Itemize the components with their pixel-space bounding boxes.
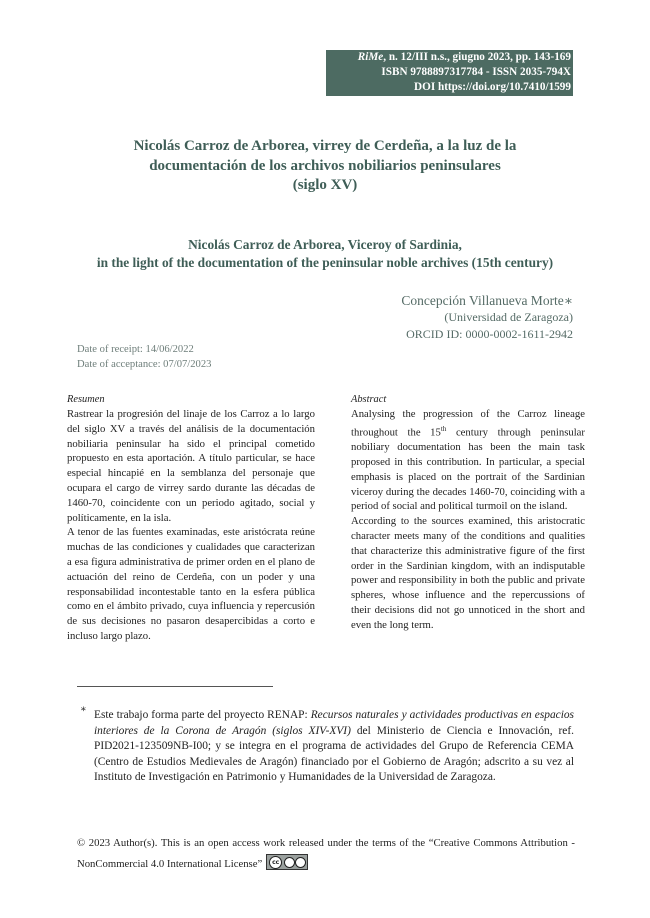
abstract-heading: Abstract [351,394,387,405]
resumen-column [67,393,315,644]
cc-logo-icon: cc [269,856,282,869]
abstract-paragraph-1 [351,407,585,514]
author-name: Concepción Villanueva Morte [401,293,564,308]
author-block [401,292,573,343]
cc-by-nc-icon[interactable] [266,854,308,870]
footnote-mark: ∗ [80,704,87,715]
footnote-project-title: Recursos naturales y actividades productivas en espacios interiores de la Corona de Aragón (siglos XIV-XVI) [94,709,574,737]
author-orcid: ORCID ID: 0000-0002-1611-2942 [406,327,573,341]
resumen-paragraph-1: Rastrear la progresión del linaje de los Carroz a lo largo del siglo XV a través del análisis de la documentación nobiliaria peninsular ha sido el principal cometido propuesto en esta aportación. A título particular, se hace especial hincapié en la semblanza del personaje que ocupara el cargo de virrey sardo durante las décadas de 1460-70, coincidente con un periodo agitado, social y políticamente, en la isla. [67,408,315,524]
footnote-text [94,708,574,786]
author-affiliation: (Universidad de Zaragoza) [444,310,573,324]
resumen-heading: Resumen [67,394,105,405]
article-title-english [60,236,590,272]
doi-link[interactable]: DOI https://doi.org/10.7410/1599 [414,81,571,94]
submission-dates [77,343,211,372]
journal-name: RiMe [357,51,384,63]
date-of-acceptance: Date of acceptance: 07/07/2023 [77,358,212,370]
citation-line-1 [326,50,571,65]
abstract-p1-end: century through peninsular nobiliary documentation has been the main task proposed in this contribution. In particular, a special emphasis is placed on the portrait of the Sardinian viceroy during the decades 1460-70, coinciding with a period of social and political turmoil on the island. [351,426,585,513]
title-en-line-1: Nicolás Carroz de Arborea, Viceroy of Sardinia, [188,237,462,252]
footnote-separator [77,686,273,687]
noncommercial-icon [295,857,306,868]
footnote-part-3: del Ministerio de Ciencia e Innovación, ref. PID2021-123509NB-I00; y se integra en el programa de actividades del Grupo de Referencia CEMA (Centro de Estudios Medievales de Aragón) financiado por el Gobierno de Aragón; adscrito a su vez al Instituto de Investigación en Patrimonio y Humanidades de la Universidad de Zaragoza. [94,724,575,784]
title-en-line-2: in the light of the documentation of the peninsular noble archives (15th century) [96,255,554,270]
title-es-line-1: Nicolás Carroz de Arborea, virrey de Cerdeña, a la luz de la [133,138,517,154]
author-footnote-mark[interactable]: ∗ [563,293,573,308]
abstract-p1-start: Analysing the progression of the Carroz lineage throughout the 15 [351,408,585,439]
journal-citation-block [326,50,573,96]
resumen-paragraph-2: A tenor de las fuentes examinadas, este aristócrata reúne muchas de las condiciones y cualidades que caracterizan a esa figura administrativa de primer orden en el plano de actuación del reino de Cerdeña, con un poder y una responsabilidad incontestable tanto en la esfera pública como en el ámbito privado, cuya influencia y repercusión de sus decisiones no pasaron desapercibidas a corto e incluso largo plazo. [67,526,315,642]
issue-pages: , n. 12/III n.s., giugno 2023, pp. 143-169 [383,51,571,63]
abstract-paragraph-2: According to the sources examined, this aristocratic character meets many of the conditions and qualities that characterize this administrative figure of the first order in the Sardinian kingdom, with an indisputable power and responsibility in both the public and private spheres, whose influence and the repercussions of their decisions did not go unnoticed in the short and even the long term. [351,515,585,631]
article-title-spanish [76,137,574,196]
person-icon [284,857,295,868]
ordinal-suffix: th [440,424,447,433]
abstract-column [351,393,585,633]
date-of-receipt: Date of receipt: 14/06/2022 [77,344,194,355]
footnote-part-1: Este trabajo forma parte del proyecto RENAP: [94,709,311,721]
isbn-issn: ISBN 9788897317784 - ISSN 2035-794X [381,66,571,79]
title-es-line-3: (siglo XV) [292,177,358,193]
license-notice [77,834,575,874]
title-es-line-2: documentación de los archivos nobiliarios peninsulares [149,157,501,174]
license-text: © 2023 Author(s). This is an open access work released under the terms of the “Creative Commons Attribution - NonCommercial 4.0 International License” [77,837,575,870]
